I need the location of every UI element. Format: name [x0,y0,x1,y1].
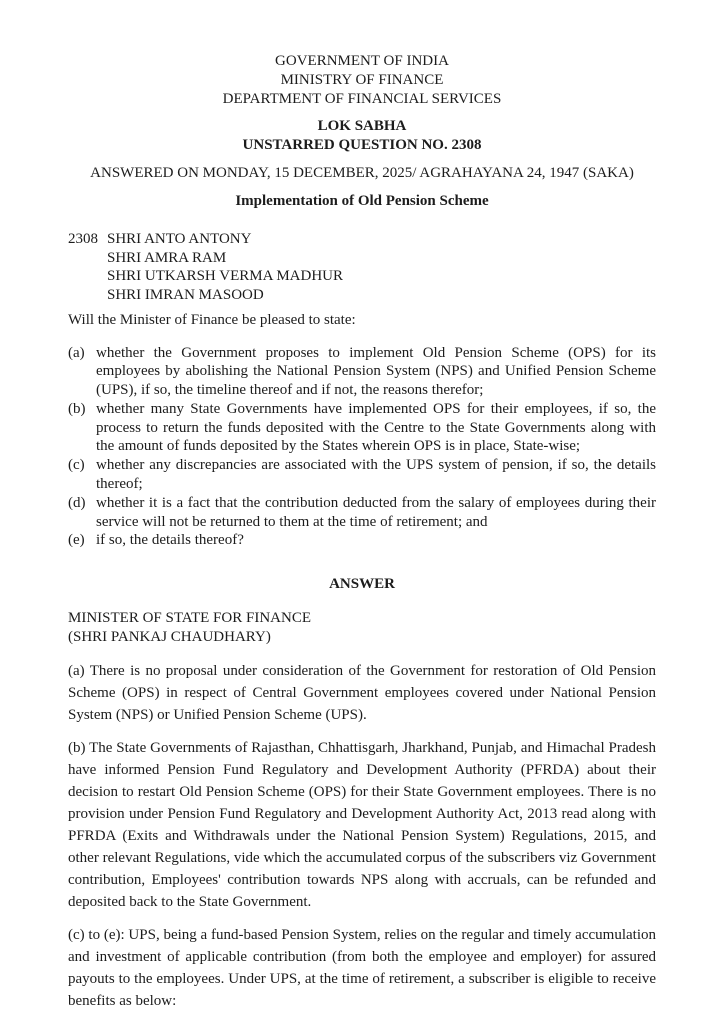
house-name: LOK SABHA [317,118,407,134]
member-name: SHRI ANTO ANTONY [107,231,252,247]
question-item [68,344,656,400]
house-block [68,117,656,155]
question-preamble: Will the Minister of Finance be pleased to state: [68,312,356,328]
question-item-label: (c) [68,457,85,474]
minister-designation: MINISTER OF STATE FOR FINANCE [68,610,311,627]
answer-paragraph-c-to-e: (c) to (e): UPS, being a fund-based Pension System, relies on the regular and timely accumulation and investment of applicable contribution (from both the employee and employer) for assured payouts to the employees. Under UPS, at the time of retirement, a subscriber is eligible to receive benefits as below: [68,927,656,1010]
government-line: GOVERNMENT OF INDIA [275,53,449,69]
question-item-label: (e) [68,532,85,549]
member-list [107,230,343,304]
question-item [68,456,656,494]
question-item-text: whether many State Governments have implemented OPS for their employees, if so, the process to return the funds deposited with the Centre to the State Governments along with the amount of funds deposited by the States wherein OPS is in place, State-wise; [96,400,656,455]
question-item-text: whether any discrepancies are associated with the UPS system of pension, if so, the details thereof; [96,457,656,493]
document-title: Implementation of Old Pension Scheme [235,193,489,209]
answer-heading: ANSWER [329,576,395,593]
member-name: SHRI UTKARSH VERMA MADHUR [107,268,344,284]
question-item-label: (b) [68,400,86,417]
question-number: 2308 [68,231,98,247]
department-line: DEPARTMENT OF FINANCIAL SERVICES [222,91,502,107]
answer-paragraph-b: (b) The State Governments of Rajasthan, Chhattisgarh, Jharkhand, Punjab, and Himachal Pradesh have informed Pension Fund Regulatory and Development Authority (PFRDA) about their decision to restart Old Pension Scheme (OPS) for their State Government employees. There is no provision under Pension Fund Regulatory and Development Authority Act, 2013 read along with PFRDA (Exits and Withdrawals under the National Pension System) Regulations, 2015, and other relevant Regulations, vide which the accumulated corpus of the subscribers viz Government contribution, Employees' contribution towards NPS along with accruals, can be refunded and deposited back to the State Government. [68,740,656,911]
ministry-line: MINISTRY OF FINANCE [280,72,444,88]
question-item-text: whether the Government proposes to implement Old Pension Scheme (OPS) for its employees by abolishing the National Pension System (NPS) and Unified Pension Scheme (UPS), if so, the timeline thereof and if not, the reasons therefor; [96,344,656,399]
answer-paragraph-a: (a) There is no proposal under consideration of the Government for restoration of Old Pension Scheme (OPS) in respect of Central Government employees covered under National Pension System (NPS) or Unified Pension Scheme (UPS). [68,663,656,724]
member-name: SHRI AMRA RAM [107,249,227,266]
question-members-block [68,230,656,304]
question-item-label: (d) [68,494,86,511]
answered-on-line: ANSWERED ON MONDAY, 15 DECEMBER, 2025/ AGRAHAYANA 24, 1947 (SAKA) [90,165,634,181]
question-no-heading: UNSTARRED QUESTION NO. 2308 [242,137,482,153]
minister-block [68,609,656,647]
member-name: SHRI IMRAN MASOOD [107,286,264,303]
question-item [68,494,656,532]
question-item [68,400,656,456]
question-item-text: if so, the details thereof? [96,532,244,549]
question-item-label: (a) [68,344,85,361]
question-item [68,531,656,550]
question-items [68,344,656,551]
document-header [68,52,656,211]
question-item-text: whether it is a fact that the contribution deducted from the salary of employees during their service will not be returned to them at the time of retirement; and [96,494,656,530]
minister-name: (SHRI PANKAJ CHAUDHARY) [68,629,271,646]
